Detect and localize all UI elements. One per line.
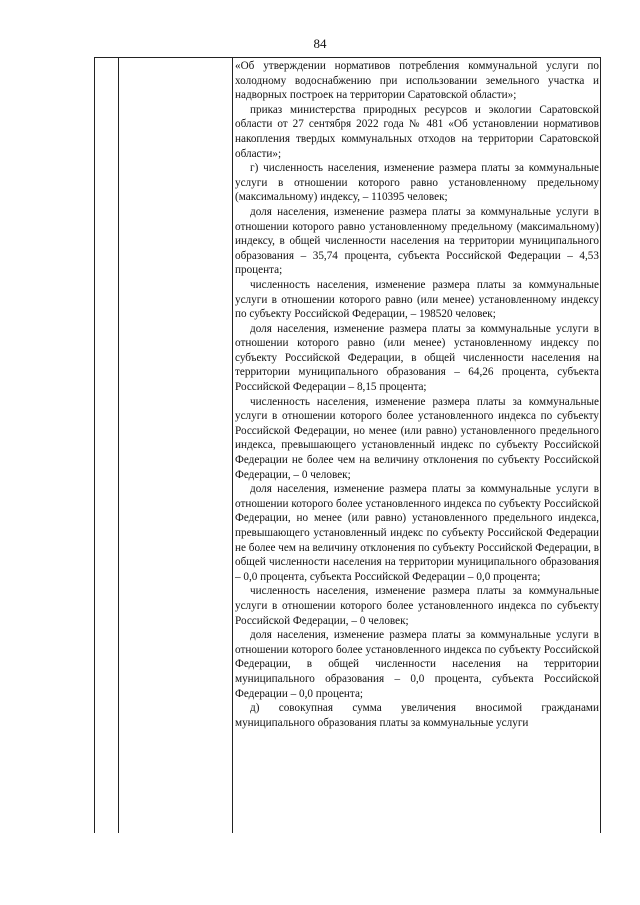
paragraph: приказ министерства природных ресурсов и экологии Саратовской области от 27 сентября 2022 года № 481 «Об установлении нормативов накопления твердых коммунальных отходов на территории Саратовской области»; <box>235 103 599 160</box>
paragraph: доля населения, изменение размера платы за коммунальные услуги в отношении которого равно (или менее) установленному индексу по субъекту Российской Федерации, в общей численности населения на территории муниципального образования – 64,26 процента, субъекта Российской Федерации – 8,15 процента; <box>235 322 599 394</box>
paragraph: доля населения, изменение размера платы за коммунальные услуги в отношении которого более установленного индекса по субъекту Российской Федерации, но менее (или равно) установленного предельного индекса, превышающего установленный индекс по субъекту Российской Федерации не более чем на величину отклонения по субъекту Российской Федерации, в общей численности населения на территории муниципального образования – 0,0 процента, субъекта Российской Федерации – 0,0 процента; <box>235 483 599 583</box>
paragraph: численность населения, изменение размера платы за коммунальные услуги в отношении которого равно (или менее) установленному индексу по субъекту Российской Федерации, – 198520 человек; <box>235 278 599 321</box>
paragraph: численность населения, изменение размера платы за коммунальные услуги в отношении которого более установленного индекса по субъекту Российской Федерации, но менее (или равно) установленного предельного индекса, превышающего установленный индекс по субъекту Российской Федерации не более чем на величину отклонения по субъекту Российской Федерации, – 0 человек; <box>235 395 599 481</box>
paragraph: численность населения, изменение размера платы за коммунальные услуги в отношении которого более установленного индекса по субъекту Российской Федерации, – 0 человек; <box>235 585 599 627</box>
column-divider-2 <box>232 58 233 833</box>
document-table <box>94 57 601 833</box>
column-divider-1 <box>118 58 119 833</box>
paragraph: «Об утверждении нормативов потребления коммунальной услуги по холодному водоснабжению при использовании земельного участка и надворных построек на территории Саратовской области»; <box>235 60 599 102</box>
table-text-cell <box>235 59 599 730</box>
paragraph: доля населения, изменение размера платы за коммунальные услуги в отношении которого равно установленному предельному (максимальному) индексу, в общей численности населения на территории муниципального образования – 35,74 процента, субъекта Российской Федерации – 4,53 процента; <box>235 205 599 277</box>
paragraph: доля населения, изменение размера платы за коммунальные услуги в отношении которого более установленного индекса по субъекту Российской Федерации, в общей численности населения на территории муниципального образования – 0,0 процента, субъекта Российской Федерации – 0,0 процента; <box>235 629 599 700</box>
page-number: 84 <box>313 36 327 51</box>
paragraph: д) совокупная сумма увеличения вносимой гражданами муниципального образования платы за коммунальные услуги <box>235 702 599 729</box>
paragraph: г) численность населения, изменение размера платы за коммунальные услуги в отношении которого равно установленному предельному (максимальному) индексу, – 110395 человек; <box>235 162 599 204</box>
